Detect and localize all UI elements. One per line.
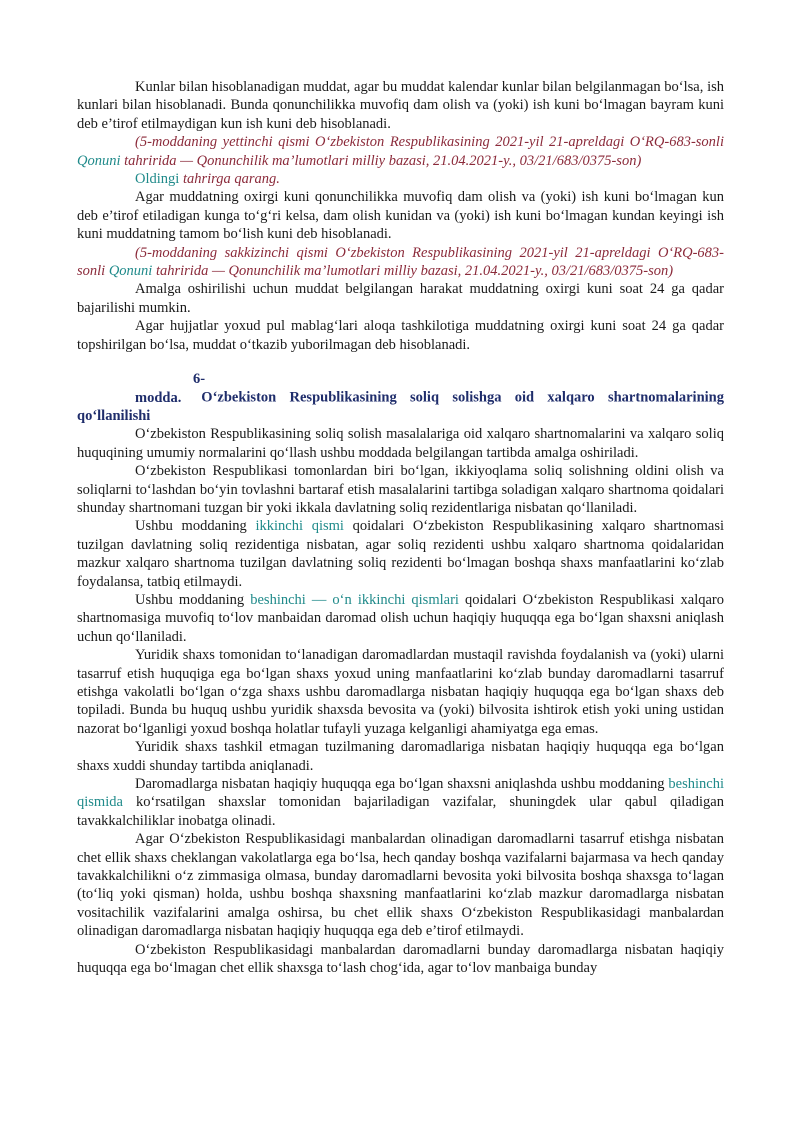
fifth-part-link[interactable]: beshinchi qismida <box>77 776 724 811</box>
paragraph-6-4: Ushbu moddaning beshinchi — o‘n ikkinchi qismlari qoidalari O‘zbekiston Respublikasi xalqaro shartnomasiga muvofiq to‘lov manbaidan daromad olish uchun haqiqiy huquqqa ega bo‘lgan shaxsni aniqlash uchun qo‘llaniladi. <box>77 591 724 645</box>
paragraph-6-8: Agar O‘zbekiston Respublikasidagi manbalardan olinadigan daromadlarni tasarruf etishga nisbatan chet ellik shaxs cheklangan vakolatlarga ega bo‘lsa, hech qanday boshqa vazifalarni bajarmasa va hech qanday tavakkalchilikni o‘z zimmasiga olmasa, bunday daromadlarni bevosita yoki bilvosita boshqa shaxsga to‘lagan (to‘liq yoki qisman) holda, ushbu boshqa shaxsning manfaatlarini ko‘zlab mazkur daromadlarga nisbatan vositachilik vazifalarini amalga oshirsa, bu chet ellik shaxs O‘zbekiston Respublikasidagi manbalardan olinadigan daromadlarga nisbatan haqiqiy huquqqa ega deb e’tirof etilmaydi. <box>77 831 724 940</box>
second-part-link[interactable]: ikkinchi qismi <box>255 518 344 535</box>
article-number: 6-modda. <box>135 371 206 406</box>
amendment-note-8th-part: (5-moddaning sakkizinchi qismi O‘zbekiston Respublikasining 2021-yil 21-apreldagi O‘RQ-683-sonli Qonuni tahririda — Qonunchilik ma’lumotlari milliy bazasi, 21.04.2021-y., 03/21/683/0375-son) <box>77 244 724 280</box>
law-link[interactable]: Qonuni <box>108 263 153 280</box>
paragraph-6-1: O‘zbekiston Respublikasining soliq solish masalalariga oid xalqaro shartnomalarini va xalqaro soliq huquqining umumiy normalarini qo‘llash ushbu moddada belgilangan tartibda amalga oshiriladi. <box>77 426 724 461</box>
paragraph-6-3: Ushbu moddaning ikkinchi qismi qoidalari O‘zbekiston Respublikasining xalqaro shartnomasi tuzilgan davlatning soliq rezidentiga nisbatan, agar soliq rezidenti ushbu xalqaro shartnoma qoidalaridan mazkur xalqaro shartnoma tuzilgan davlatning soliq rezidenti bo‘lmagan boshqa shaxs manfaatlarini ko‘zlab foydalansa, tatbiq etilmaydi. <box>77 518 725 590</box>
paragraph-6-2: O‘zbekiston Respublikasi tomonlardan biri bo‘lgan, ikkiyoqlama soliq solishning oldini olish va soliqlarni to‘lashdan bo‘yin tovlashni bartaraf etish masalalarini tartibga soladigan xalqaro shartnoma qoidalari shunday shartnomani tuzgan bir yoki ikkala davlatning soliq rezidentlariga nisbatan qo‘llaniladi. <box>77 463 724 516</box>
paragraph-last-day: Agar muddatning oxirgi kuni qonunchilikka muvofiq dam olish va (yoki) ish kuni bo‘lmagan kun deb e’tirof etiladigan kunga to‘g‘ri kelsa, dam olish kunidan va (yoki) ish kuni bo‘lmagan kundan keyingi ish kuni muddatning tamom bo‘lish kuni deb hisoblanadi. <box>77 189 724 243</box>
paragraph-6-5: Yuridik shaxs tomonidan to‘lanadigan daromadlardan mustaqil ravishda foydalanish va (yoki) ularni tasarruf etish huquqiga ega bo‘lgan shaxs yoxud uning manfaatlarini ko‘zlab bunday daromadlarni tasarruf etishga vakolatli bo‘lgan o‘zga shaxs ushbu daromadlarga nisbatan haqiqiy huquqqa ega bo‘lgan shaxs deb topiladi. Bunda bu huquq ushbu yuridik shaxsda bevosita va (yoki) bilvosita ishtirok etish yoki uning ustidan nazorat bo‘lganligi yoxud boshqa holatlar tufayli yuzaga kelganligi ahamiyatga ega emas. <box>77 647 724 737</box>
law-link[interactable]: Qonuni <box>77 152 121 169</box>
previous-edition-line: Oldingi tahrirga qarang. <box>135 171 280 188</box>
amendment-note-7th-part: (5-moddaning yettinchi qismi O‘zbekiston Respublikasining 2021-yil 21-apreldagi O‘RQ-683-sonli Qonuni tahririda — Qonunchilik ma’lumotlari milliy bazasi, 21.04.2021-y., 03/21/683/0375-son) <box>77 134 724 169</box>
paragraph-24-hours: Amalga oshirilishi uchun muddat belgilangan harakat muddatning oxirgi kuni soat 24 ga qadar bajarilishi mumkin. <box>77 281 724 316</box>
paragraph-6-6: Yuridik shaxs tashkil etmagan tuzilmaning daromadlariga nisbatan haqiqiy huquqqa ega bo‘lgan shaxs xuddi shunday tartibda aniqlanadi. <box>77 739 724 774</box>
paragraph-postal-delivery: Agar hujjatlar yoxud pul mablag‘lari aloqa tashkilotiga muddatning oxirgi kuni soat 24 ga qadar topshirilgan bo‘lsa, muddat o‘tkazib yuborilmagan deb hisoblanadi. <box>77 318 724 353</box>
article-title: O‘zbekiston Respublikasining soliq solishga oid xalqaro shartnomalarining qo‘llanilishi <box>77 389 724 424</box>
paragraph-6-7: Daromadlarga nisbatan haqiqiy huquqqa ega bo‘lgan shaxsni aniqlashda ushbu moddaning beshinchi qismida ko‘rsatilgan shaxslar tomonidan bajariladigan vazifalar, shuningdek ular qabul qiladigan tavakkalchiliklar inobatga olinadi. <box>77 776 724 829</box>
fifth-twelfth-parts-link[interactable]: beshinchi — o‘n ikkinchi qismlari <box>250 591 459 608</box>
paragraph-working-days: Kunlar bilan hisoblanadigan muddat, agar bu muddat kalendar kunlar bilan belgilanmagan bo‘lsa, ish kunlari bilan hisoblanadi. Bunda qonunchilikka muvofiq dam olish va (yoki) ish kuni bo‘lmagan bayram kuni deb e’tirof etilmaydigan kun ish kuni deb hisoblanadi. <box>77 79 724 132</box>
previous-edition-link[interactable]: Oldingi <box>135 171 180 188</box>
article-6-heading <box>77 370 724 425</box>
paragraph-6-9: O‘zbekiston Respublikasidagi manbalardan daromadlarni bunday daromadlarga nisbatan haqiqiy huquqqa ega bo‘lmagan chet ellik shaxsga to‘lash chog‘ida, agar to‘lov manbaiga bunday <box>77 941 724 977</box>
